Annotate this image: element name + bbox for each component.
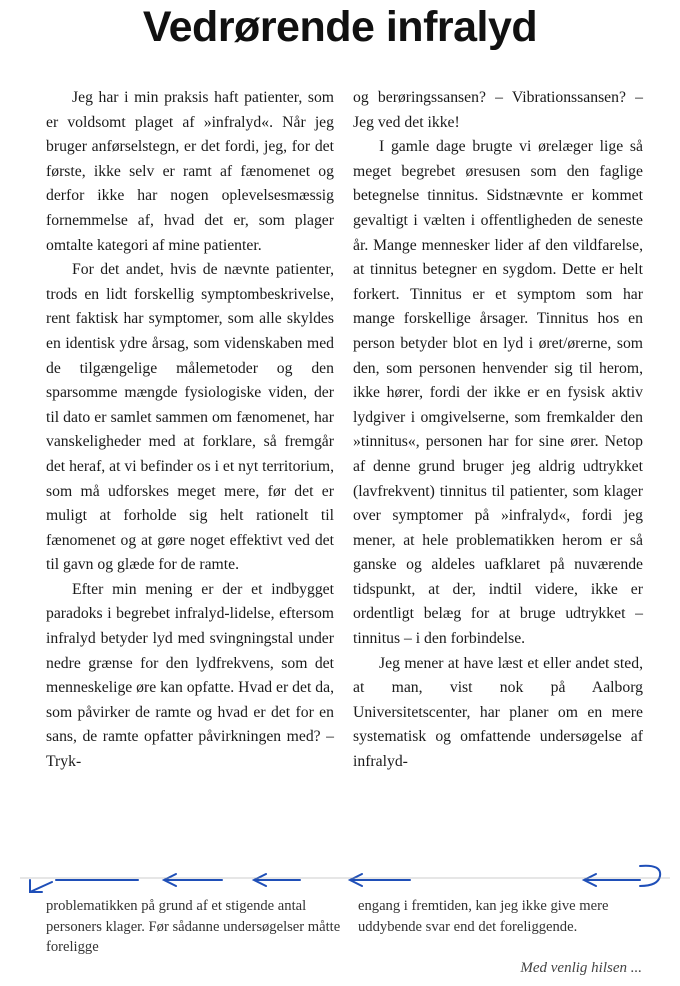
left-column xyxy=(46,86,334,775)
continuation-left: problematikken på grund af et stigende antal personers klager. Før sådanne undersøgelser måtte foreligge xyxy=(46,898,341,955)
paragraph: For det andet, hvis de nævnte patienter, trods en lidt forskellig symptombeskrivelse, rent faktisk har symptomer, som alle skyldes en identisk ydre årsag, som videnskaben med de tilgængelige målemetoder og den sparsomme mængde fysiologiske viden, der til dato er samlet sammen om fænomenet, har vanskeligheder med at forklare, så fremgår det heraf, at vi befinder os i et nyt territorium, som må udforskes meget mere, før det er muligt at forholde sig helt rationelt til fænomenet og at gøre noget effektivt ved det til gavn og glæde for de ramte. xyxy=(46,261,334,574)
signature: Med venlig hilsen ... xyxy=(520,960,642,976)
handwritten-arrows xyxy=(0,852,680,896)
paragraph: Jeg har i min praksis haft patienter, som er voldsomt plaget af »infralyd«. Når jeg bruger anførselstegn, er det fordi, jeg, for det første, ikke selv er ramt af fænomenet og derfor ikke har nogen oplevelsesmæssig fornemmelse af, hvad det er, som plager omtalte kategori af mine patienter. xyxy=(46,89,334,254)
paragraph: I gamle dage brugte vi ørelæger lige så meget begrebet øresusen som den faglige betegnelse tinnitus. Sidstnævnte er kommet gevaltigt i vælten i offentligheden de seneste år. Mange mennesker lider af den vildfarelse, at tinnitus betegner en sygdom. Dette er helt forkert. Tinnitus er et symptom som har mange forskellige årsager. Tinnitus hos en person betyder blot en lyd i øret/ørerne, som den, som personen henvender sig til herom, ikke hører, fordi der ikke er en fysisk aktiv lydgiver i omgivelserne, som fremkalder den »tinnitus«, personen har for sine ører. Netop af denne grund bruger jeg aldrig udtrykket (lavfrekvent) tinnitus til patienter, som klager over symptomer på »infralyd«, fordi jeg mener, at hele problematikken herom er så ganske og aldeles uafklaret på nuværende tidspunkt, at der, indtil videre, ikke er ordentligt belæg for at bruge udtrykket – tinnitus – i den forbindelse. xyxy=(353,138,643,648)
paragraph: Jeg mener at have læst et eller andet sted, at man, vist nok på Aalborg Universitetscenter, har planer om en mere systematisk og omfattende undersøgelse af infralyd- xyxy=(353,654,643,771)
paragraph: Efter min mening er der et indbygget paradoks i begrebet infralyd-lidelse, eftersom infralyd betyder lyd med svingningstal under nedre grænse for den lydfrekvens, som det menneskelige øre kan opfatte. Hvad er det da, som påvirker de ramte og hvad er det for en sans, de ramte opfatter påvirkningen med? – Tryk- xyxy=(46,580,334,771)
continuation-right: engang i fremtiden, kan jeg ikke give mere uddybende svar end det foreliggende. xyxy=(358,898,609,935)
paragraph: og berøringssansen? – Vibrationssansen? – Jeg ved det ikke! xyxy=(353,89,643,131)
headline: Vedrørende infralyd xyxy=(142,3,538,51)
right-column xyxy=(353,86,643,775)
